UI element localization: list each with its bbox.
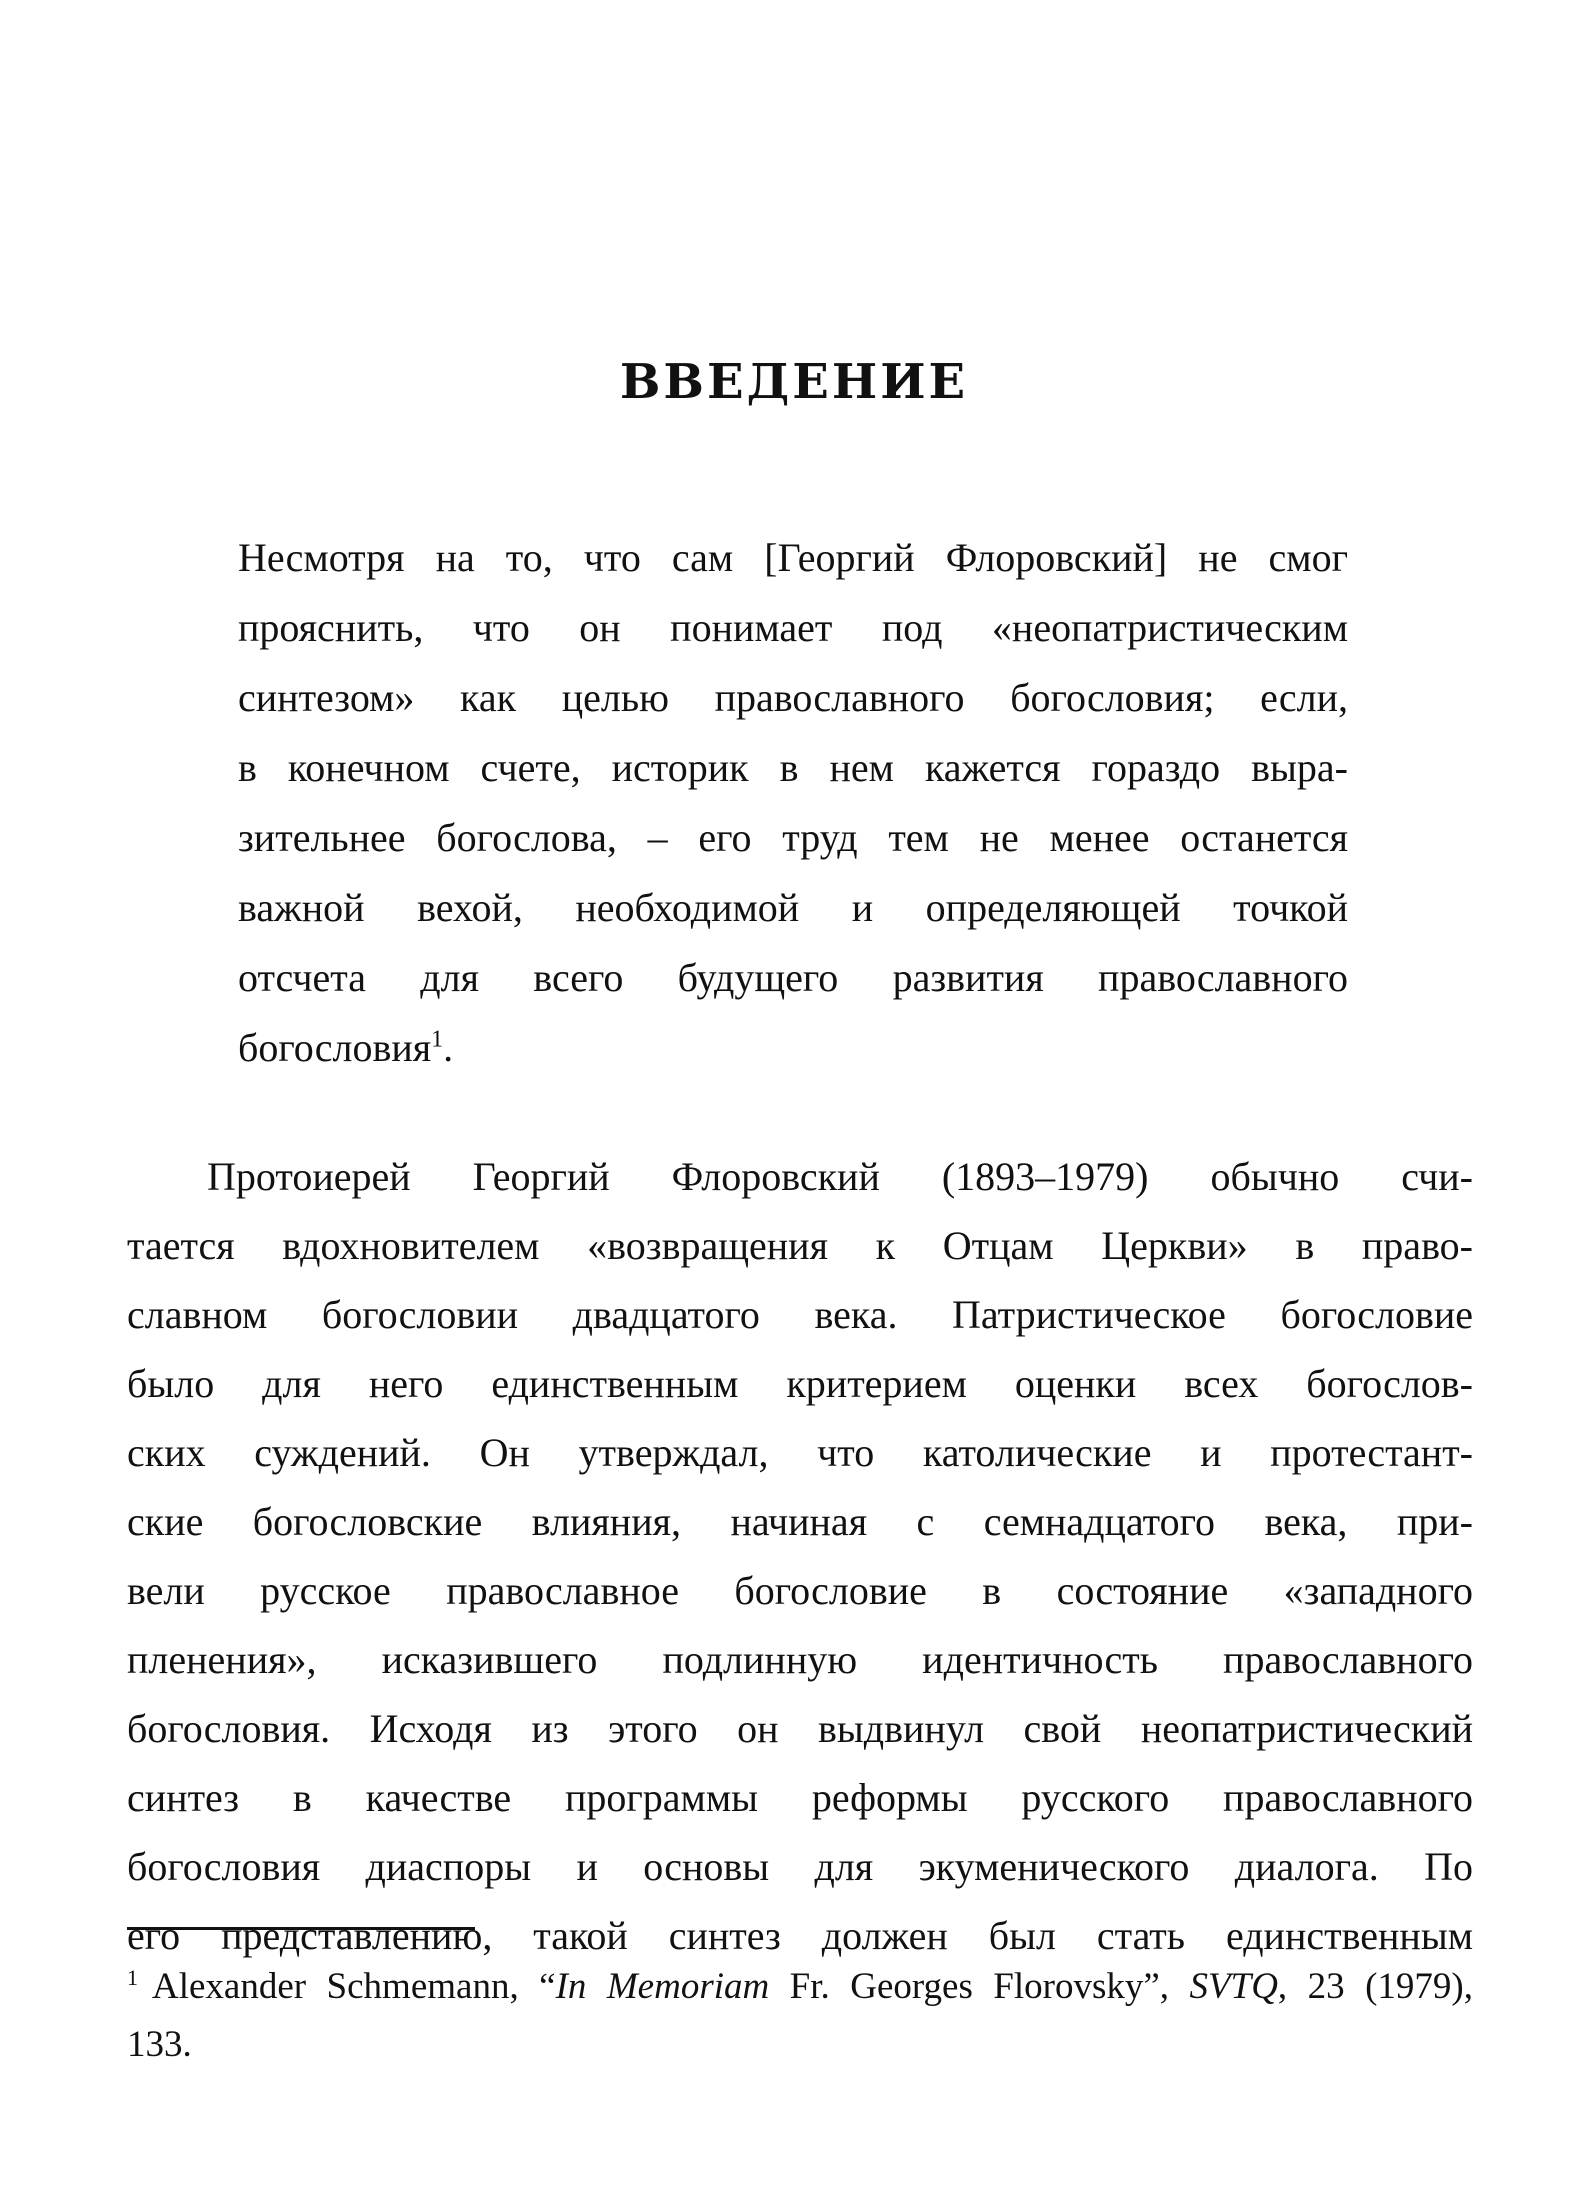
footnote-title-rest: Fr. Georges Florovsky”,: [769, 1966, 1190, 2007]
footnote-number: 1: [127, 1964, 138, 1990]
footnote-journal: SVTQ: [1189, 1966, 1278, 2007]
paragraph-line: пленения», исказившего подлинную идентичность православного: [127, 1637, 1473, 1682]
epigraph-line: синтезом» как целью православного богословия; если,: [238, 675, 1348, 720]
epigraph-line: в конечном счете, историк в нем кажется гораздо выра-: [238, 745, 1348, 790]
footnote: [127, 1958, 1473, 2074]
footnote-divider: [127, 1927, 475, 1930]
epigraph-line: отсчета для всего будущего развития православного: [238, 955, 1348, 1000]
footnote-page: 133.: [127, 2024, 192, 2065]
paragraph-line: богословия. Исходя из этого он выдвинул свой неопатристический: [127, 1706, 1473, 1751]
paragraph-line: вели русское православное богословие в состояние «западного: [127, 1568, 1473, 1613]
epigraph-quote: [238, 523, 1348, 1083]
epigraph-line: прояснить, что он понимает под «неопатристическим: [238, 605, 1348, 650]
chapter-heading: ВВЕДЕНИЕ: [619, 354, 969, 410]
body-paragraph: [127, 1142, 1473, 1970]
epigraph-last-text: богословия: [238, 1025, 432, 1070]
footnote-line: [127, 1958, 1473, 2016]
paragraph-line: было для него единственным критерием оценки всех богослов-: [127, 1361, 1473, 1406]
paragraph-line: его представлению, такой синтез должен был стать единственным: [127, 1913, 1473, 1958]
epigraph-last-line: [238, 1013, 1348, 1083]
paragraph-line: Протоиерей Георгий Флоровский (1893–1979) обычно счи-: [207, 1154, 1473, 1199]
epigraph-line: зительнее богослова, – его труд тем не менее останется: [238, 815, 1348, 860]
footnote-citation: , 23 (1979),: [1277, 1966, 1473, 2007]
paragraph-line: ские богословские влияния, начиная с семнадцатого века, при-: [127, 1499, 1473, 1544]
footnote-reference[interactable]: 1: [431, 1026, 444, 1053]
footnote-title-italic: In Memoriam: [555, 1966, 770, 2007]
epigraph-line: важной вехой, необходимой и определяющей точкой: [238, 885, 1348, 930]
paragraph-line: синтез в качестве программы реформы русского православного: [127, 1775, 1473, 1820]
epigraph-line: Несмотря на то, что сам [Георгий Флоровский] не смог: [238, 535, 1348, 580]
paragraph-line: богословия диаспоры и основы для экуменического диалога. По: [127, 1844, 1473, 1889]
footnote-author: Alexander Schmemann, “: [152, 1966, 556, 2007]
paragraph-line: ских суждений. Он утверждал, что католические и протестант-: [127, 1430, 1473, 1475]
paragraph-line: тается вдохновителем «возвращения к Отцам Церкви» в право-: [127, 1223, 1473, 1268]
epigraph-period: .: [443, 1025, 454, 1070]
paragraph-line: славном богословии двадцатого века. Патристическое богословие: [127, 1292, 1473, 1337]
